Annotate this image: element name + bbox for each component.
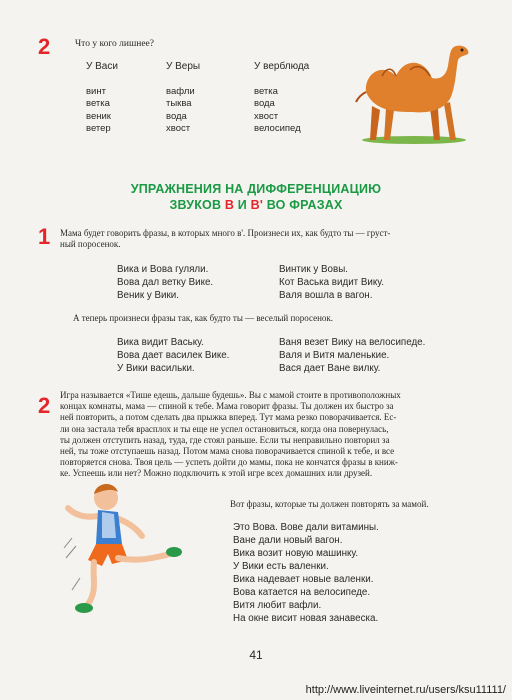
list-item: тыква [166, 98, 192, 109]
column-camel [254, 61, 309, 136]
section-title: УПРАЖНЕНИЯ НА ДИФФЕРЕНЦИАЦИЮ [130, 182, 382, 196]
exercise-midtext: А теперь произнеси фразы так, как будто ты — веселый поросенок. [73, 313, 334, 323]
phrase-list-game: Это Вова. Вове дали витамины. Ване дали новый вагон. Вика возит новую машинку. У Вики есть валенки. Вика надевает новые валенки. Вова катается на велосипеде. Витя любит вафли. На окне висит новая занавеска. [233, 522, 379, 624]
camel-illustration [352, 36, 477, 146]
list-item: веник [86, 110, 111, 122]
column-vasya [86, 61, 118, 136]
phrases-intro: Вот фразы, которые ты должен повторять за мамой. [230, 499, 429, 509]
column-heading: У Васи [86, 61, 118, 72]
exercise-intro: Мама будет говорить фразы, в которых много в'. Произнеси их, как будто ты — груст- ный поросенок. [60, 228, 391, 250]
column-heading: У верблюда [254, 61, 310, 72]
list-item: вафли [166, 85, 195, 97]
list-item: вода [166, 110, 187, 122]
list-item: велосипед [254, 123, 301, 134]
phrase-list-left-1: Вика и Вова гуляли. Вова дал ветку Вике. Веник у Вики. [117, 264, 214, 301]
page-number: 41 [249, 648, 263, 662]
column-heading: У Веры [166, 61, 201, 72]
phrase-list-left-2: Вика видит Ваську. Вова дает василек Вике. У Вики васильки. [117, 337, 230, 374]
section-subtitle: ЗВУКОВ В И В' ВО ФРАЗАХ [169, 198, 343, 212]
list-item: ветка [86, 98, 110, 109]
source-url: http://www.liveinternet.ru/users/ksu11111/ [305, 684, 506, 696]
list-item: хвост [254, 110, 279, 122]
exercise-description: Игра называется «Тише едешь, дальше будешь». Вы с мамой стоите в противоположных концах комнаты, мама — спиной к тебе. Мама говорит фразы. Ты должен их быстро за ней повторить, а потом сделать два прыжка вперед. Тут мама резко поворачивается. Ес- ли она застала тебя врасплох и ты еще не успел остановиться, когда она повернулась, ты должен отступить назад, туда, где стоял раньше. Если ты неправильно повторил за ней, ты тоже отступаешь назад. Потом мама снова поворачивается спиной к тебе, и все повторяется снова. Твоя цель — успеть дойти до мамы, пока не кончатся фразы в книж- ке. Успеешь или нет? Можно подключить к этой игре всех домашних или друзей. [60, 390, 401, 479]
list-item: вода [254, 98, 275, 109]
running-boy-illustration [58, 478, 188, 628]
exercise-number: 2 [38, 34, 51, 59]
exercise-prompt: Что у кого лишнее? [75, 39, 154, 49]
column-vera [166, 61, 200, 136]
exercise-number: 1 [38, 224, 51, 249]
list-item: винт [86, 85, 106, 97]
phrase-list-right-2: Ваня везет Вику на велосипеде. Валя и Витя маленькие. Вася дает Ване вилку. [279, 337, 426, 374]
phrase-list-right-1: Винтик у Вовы. Кот Васька видит Вику. Валя вошла в вагон. [279, 264, 384, 301]
list-item: ветер [86, 123, 111, 134]
list-item: хвост [166, 123, 191, 134]
exercise-number: 2 [38, 393, 51, 418]
list-item: ветка [254, 85, 278, 97]
